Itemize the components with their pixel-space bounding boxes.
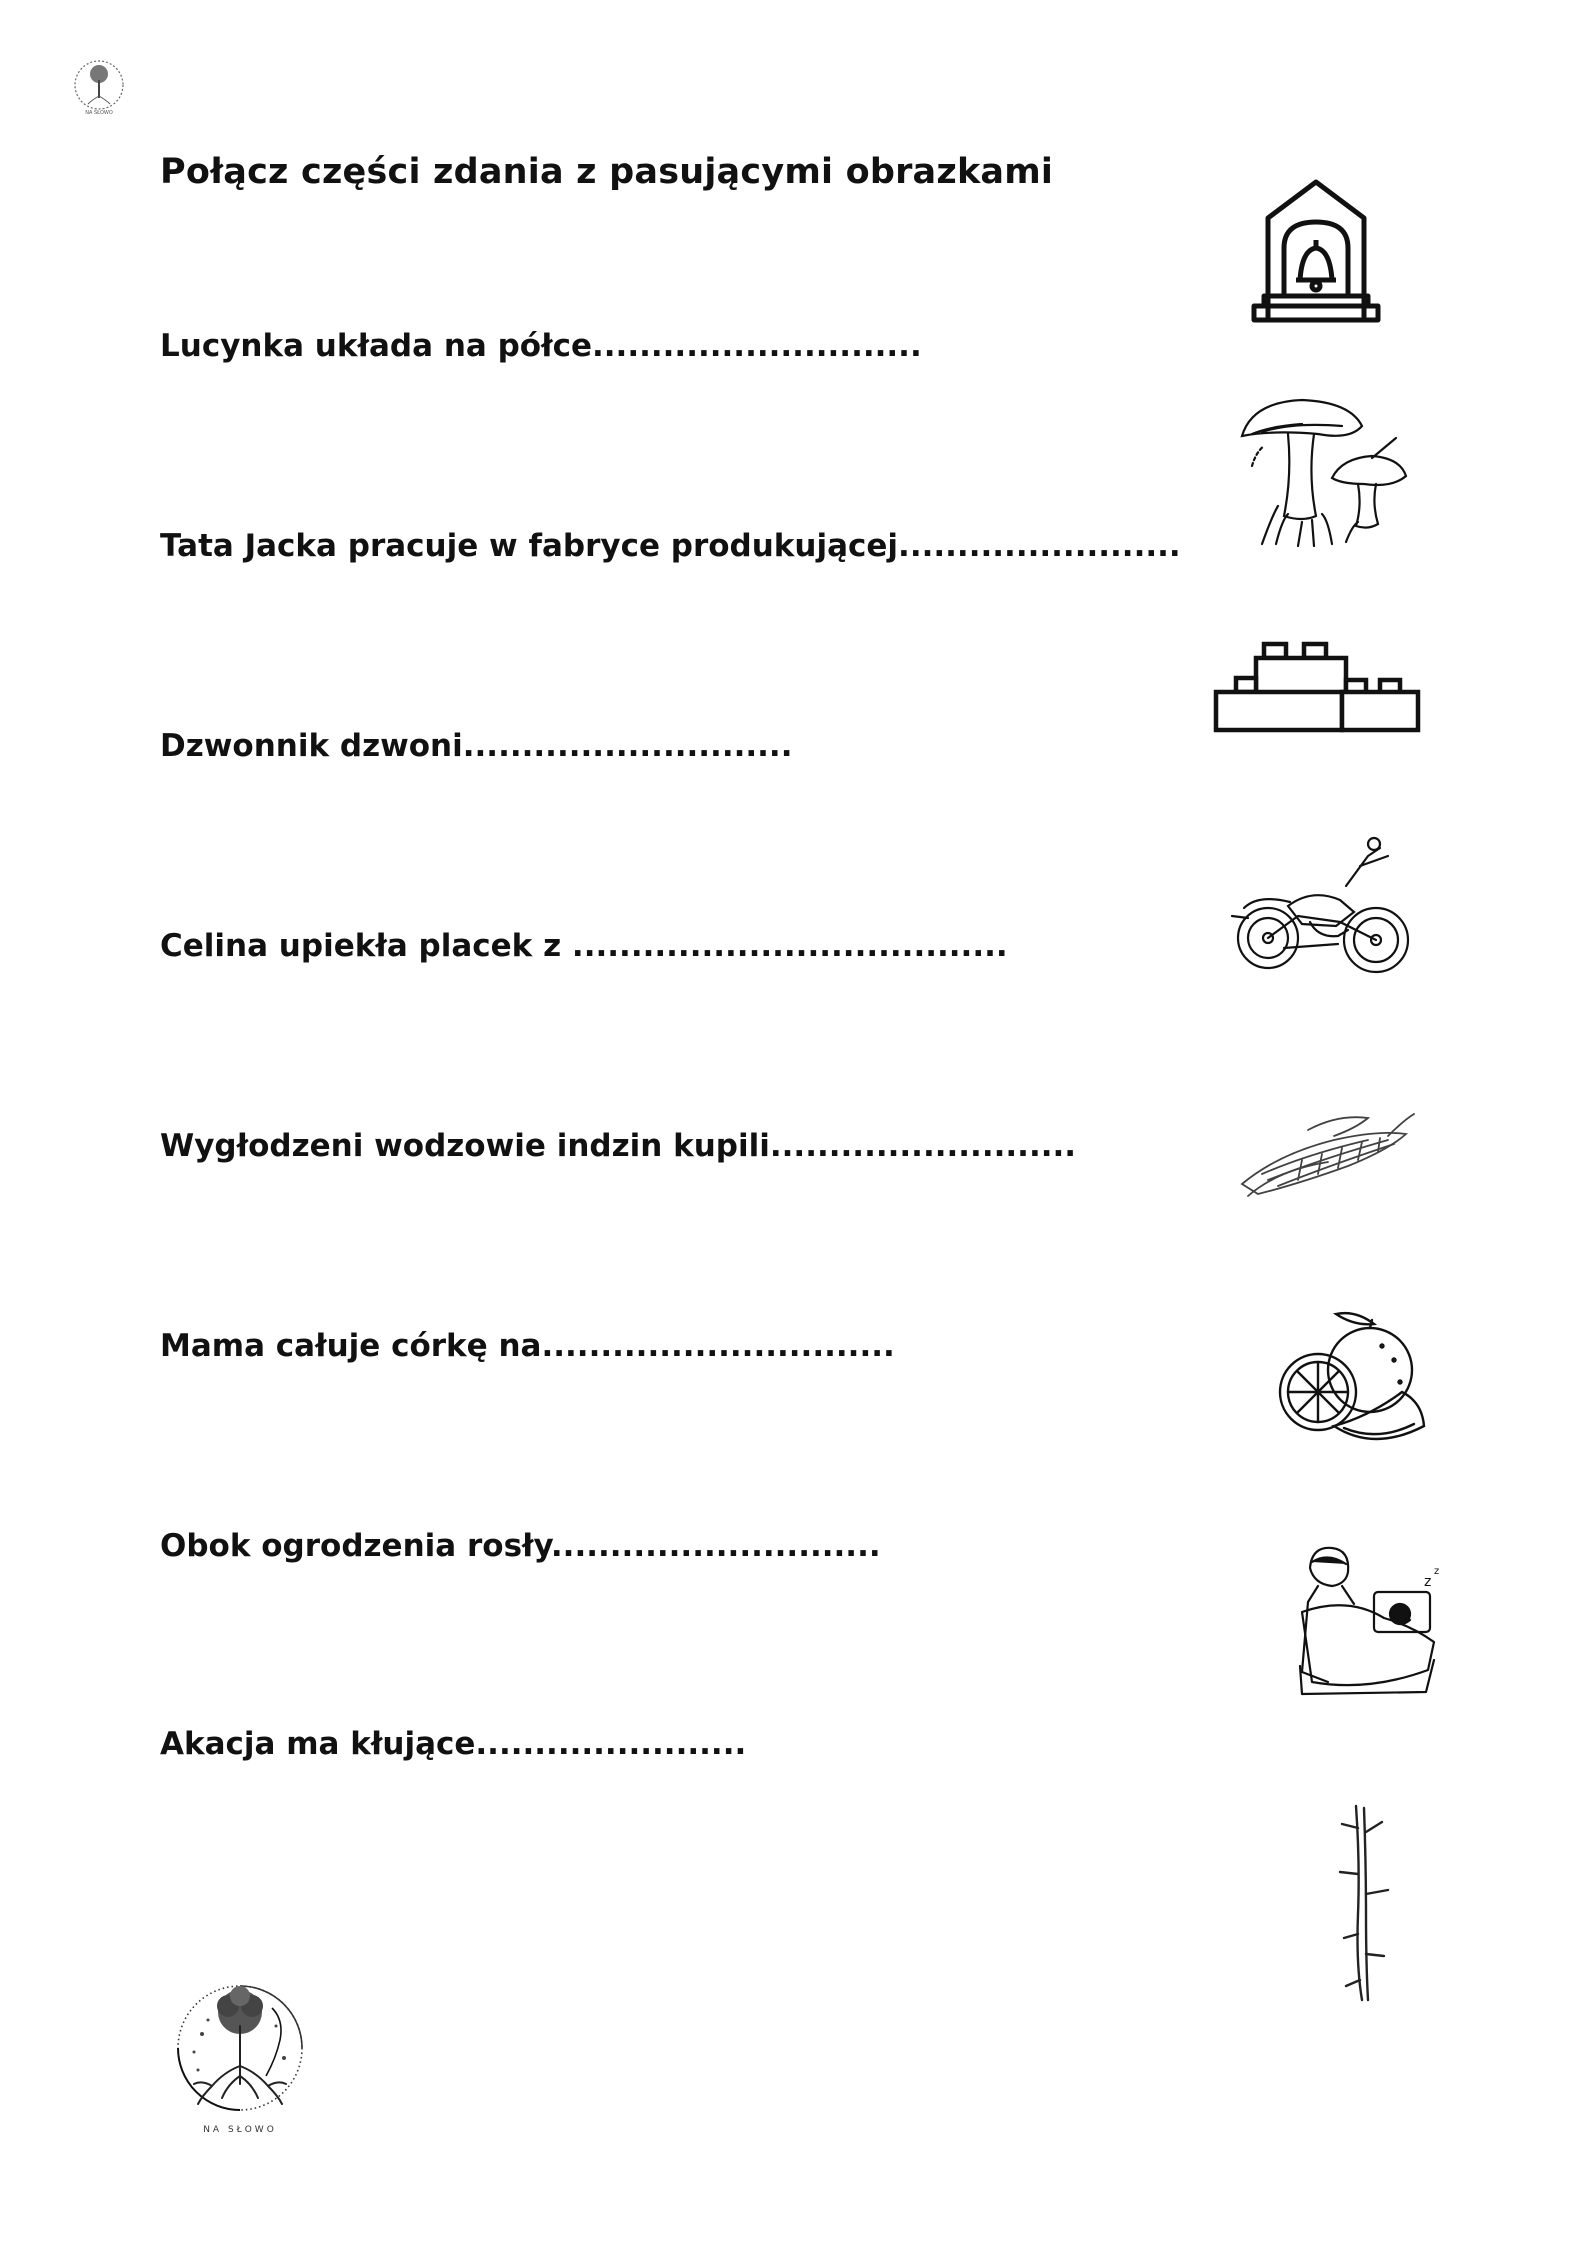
sentence-8: Akacja ma kłujące....................... [160, 1726, 747, 1762]
worksheet-title: Połącz części zdania z pasującymi obrazkami [160, 152, 1054, 192]
svg-text:z: z [1424, 1574, 1432, 1590]
brand-logo-large [172, 1980, 308, 2146]
oranges-icon [1274, 1306, 1430, 1454]
sentence-7: Obok ogrodzenia rosły............................ [160, 1528, 881, 1564]
svg-text:NA SŁOWO: NA SŁOWO [85, 110, 113, 116]
sentence-5: Wygłodzeni wodzowie indzin kupili.......................... [160, 1128, 1077, 1164]
sentence-2: Tata Jacka pracuje w fabryce produkującej........................ [160, 528, 1181, 564]
toy-bricks-icon [1212, 640, 1422, 736]
mushrooms-icon [1232, 396, 1410, 548]
brand-logo-small [72, 58, 126, 120]
sentence-4: Celina upiekła placek z ..................................... [160, 928, 1008, 964]
logo-text: NA SŁOWO [203, 2125, 277, 2135]
thorny-twig-icon [1326, 1804, 1398, 2004]
corn-cob-icon [1238, 1110, 1416, 1204]
motorcycle-icon [1228, 826, 1414, 986]
sentence-3: Dzwonnik dzwoni............................ [160, 728, 793, 764]
sentence-1: Lucynka układa na półce............................ [160, 328, 922, 364]
sentence-6: Mama całuje córkę na.............................. [160, 1328, 895, 1364]
bell-tower-icon [1248, 178, 1384, 326]
mother-and-sleeping-child-icon [1288, 1542, 1444, 1702]
svg-text:z: z [1434, 1566, 1440, 1577]
